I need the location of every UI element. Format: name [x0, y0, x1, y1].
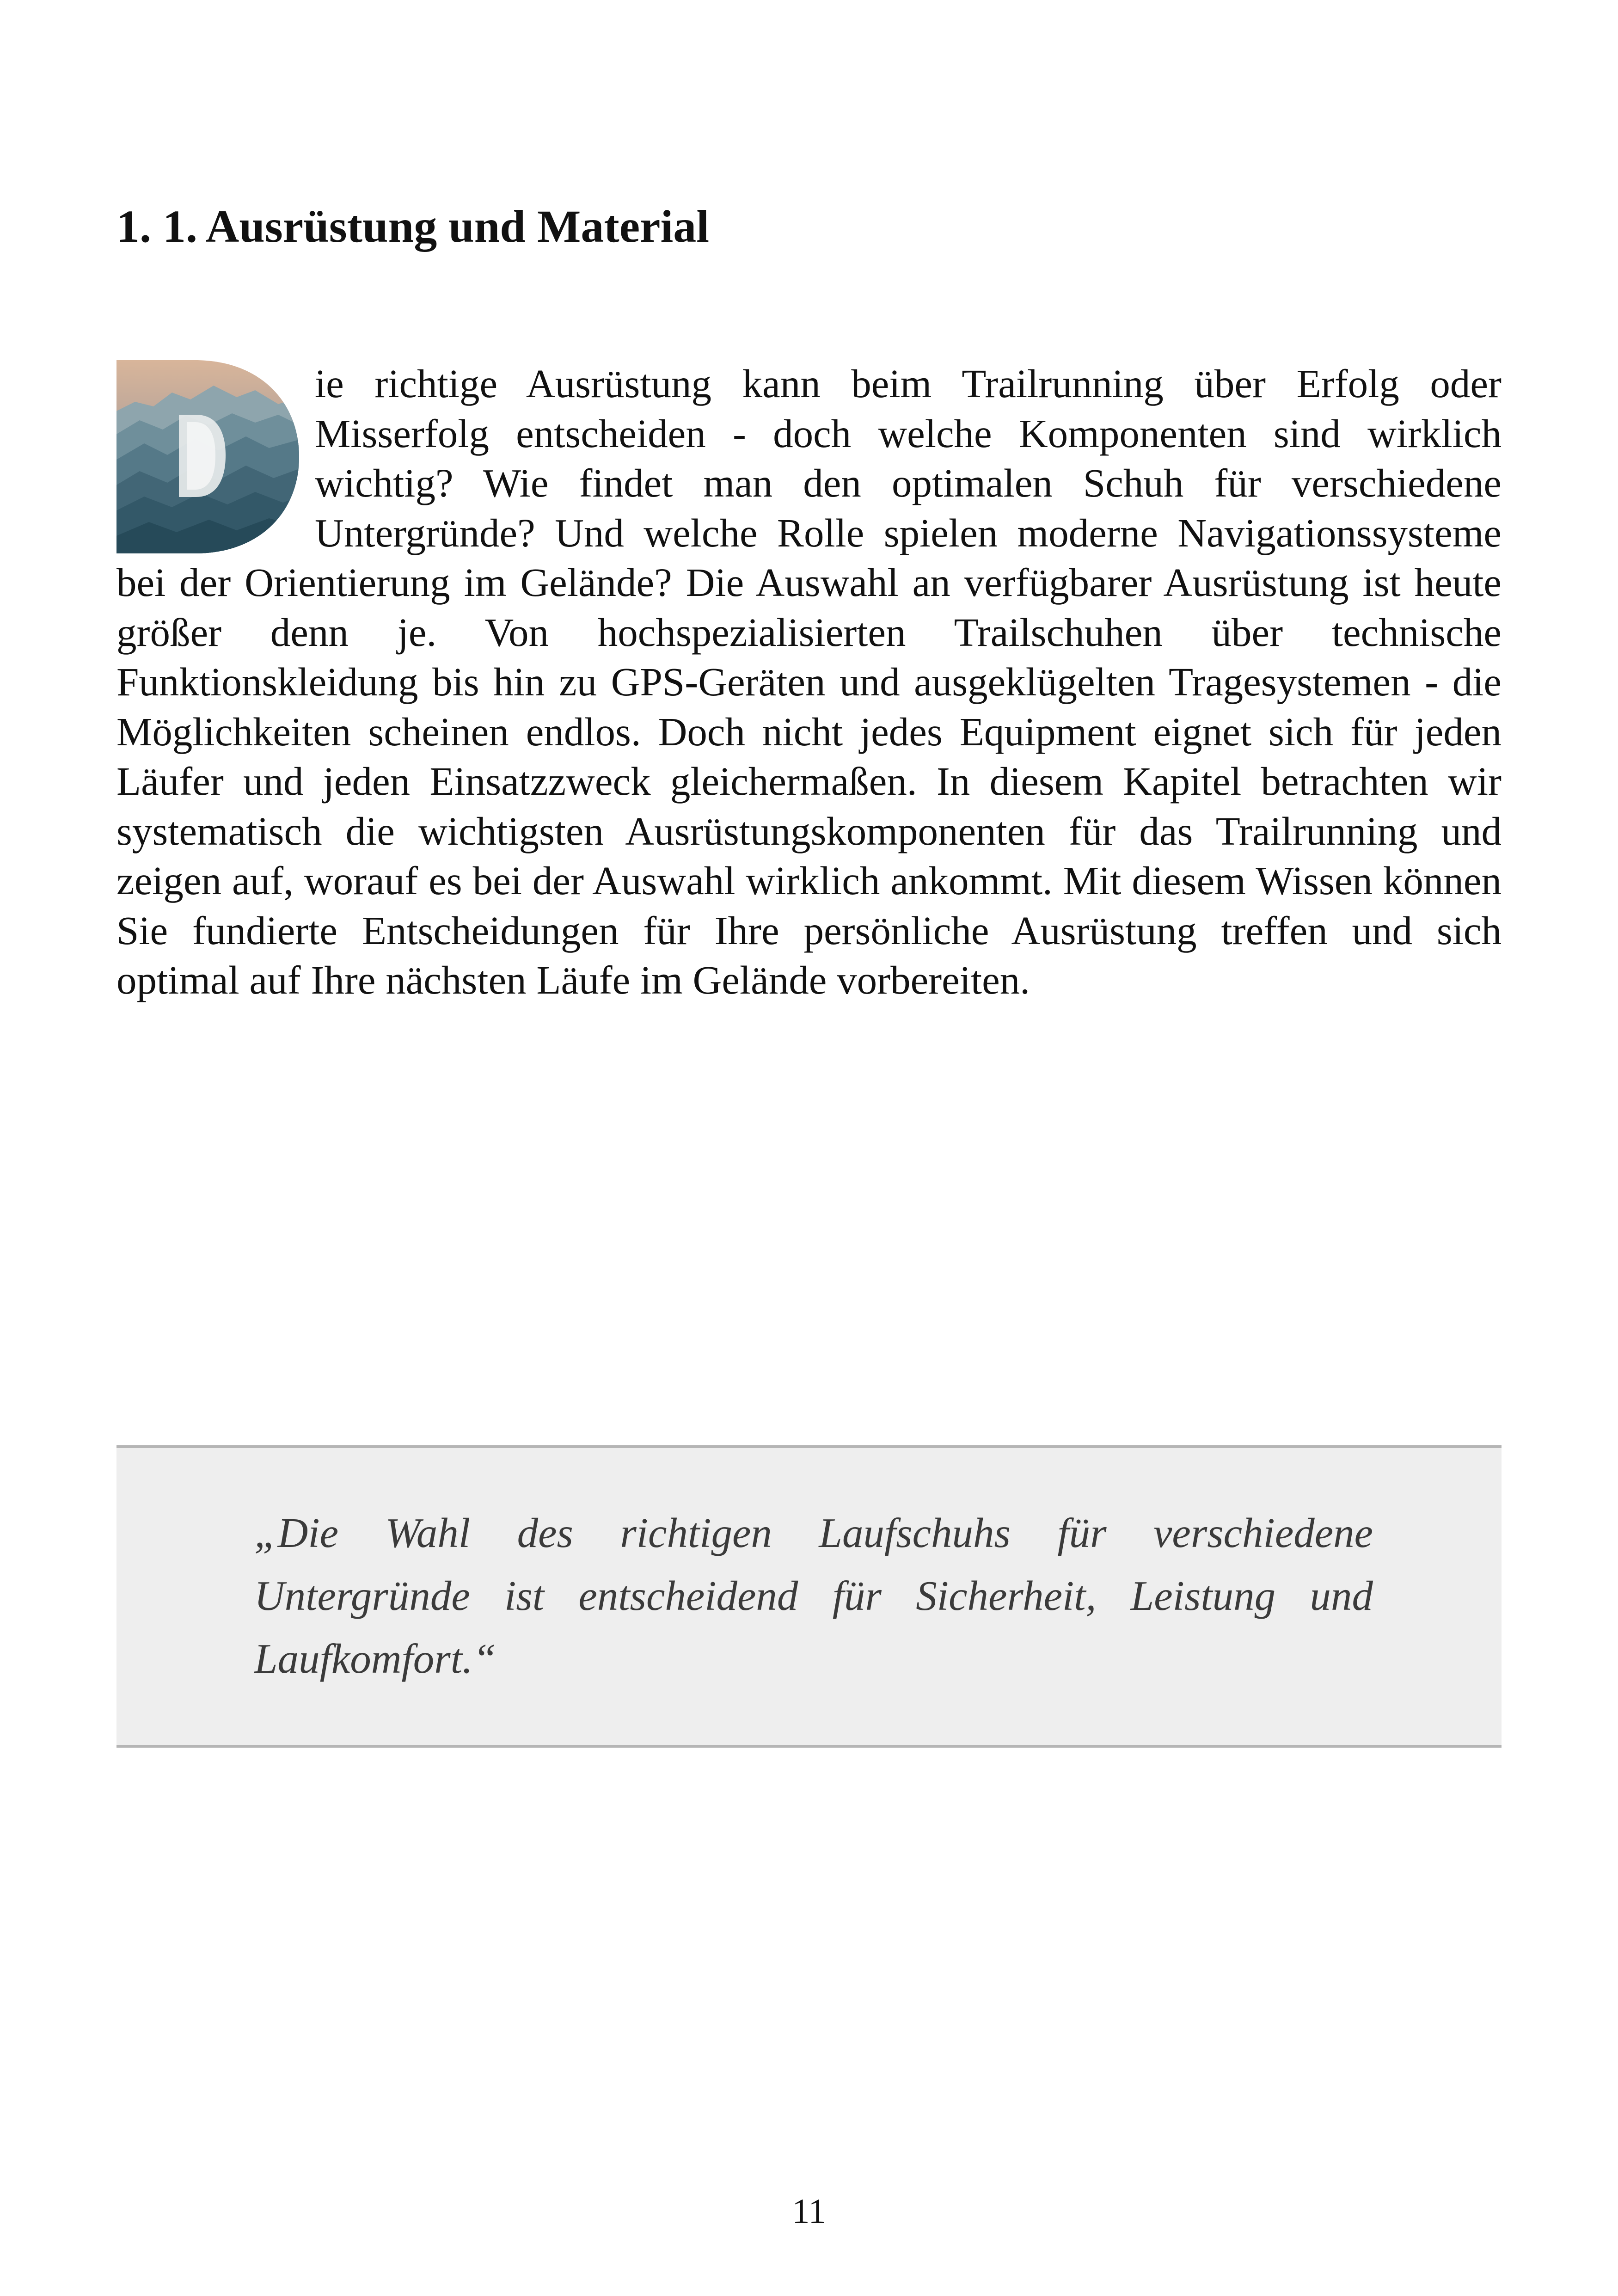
section-number: 1. 1. [116, 201, 197, 252]
pull-quote-box [116, 1445, 1502, 1748]
page-number: 11 [792, 2192, 826, 2231]
intro-text: ie richtige Ausrüstung kann beim Trailrunning über Erfolg oder Misserfolg entscheiden - doch welche Komponenten sind wirklich wichtig? Wie findet man den optimalen Schuh für verschiedene Untergründe? Und welche Rolle spielen moderne Navigationssysteme bei der Orientierung im Gelände? Die Auswahl an verfügbarer Ausrüstung ist heute größer denn je. Von hochspezialisierten Trailschuhen über technische Funktionskleidung bis hin zu GPS-Geräten und ausgeklügelten Tragesystemen - die Möglichkeiten scheinen endlos. Doch nicht jedes Equipment eignet sich für jeden Läufer und jeden Einsatzzweck gleichermaßen. In diesem Kapitel betrachten wir systematisch die wichtigsten Ausrüstungskomponenten für das Trailrunning und zeigen auf, worauf es bei der Auswahl wirklich ankommt. Mit diesem Wissen können Sie fundierte Entscheidungen für Ihre persönliche Ausrüstung treffen und sich optimal auf Ihre nächsten Läufe im Gelände vorbereiten. [116, 361, 1502, 1002]
pull-quote-text: „Die Wahl des richtigen Laufschuhs für verschiedene Untergründe ist entscheidend für Sicherheit, Leistung und Laufkomfort.“ [254, 1510, 1373, 1682]
section-title: Ausrüstung und Material [206, 201, 710, 252]
section-heading [116, 199, 709, 254]
dropcap-letter-image [116, 360, 299, 553]
intro-paragraph [116, 359, 1502, 1005]
